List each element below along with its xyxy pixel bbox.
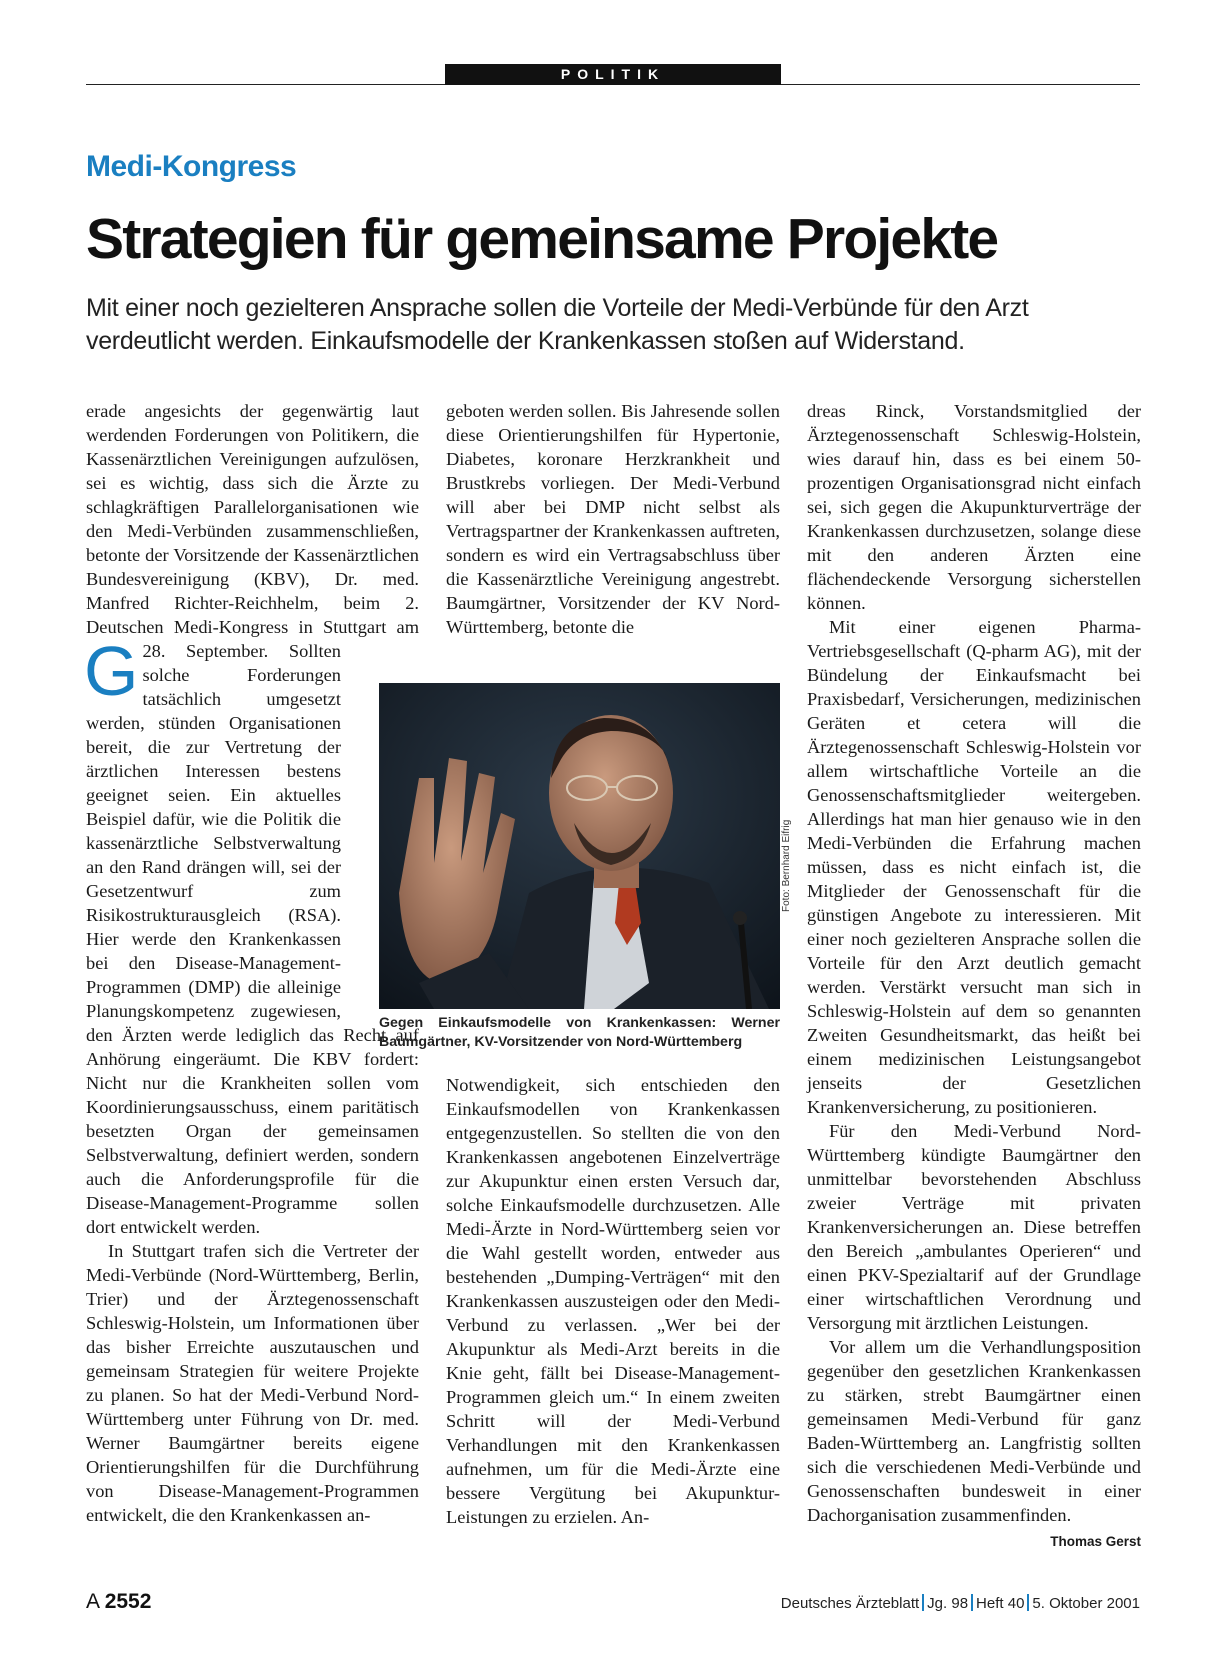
journal-volume: Jg. 98 (927, 1595, 969, 1612)
drop-cap: G (84, 632, 139, 710)
section-label: POLITIK (445, 64, 781, 85)
paragraph-text: erade angesichts der gegenwärtig laut werdenden Forderungen von Politikern, die Kassenärztlichen Vereinigungen aufzulösen, sei es wichtig, dass sich die Ärzte zu schlagkräftigen Parallelorganisationen wie den Medi-Verbünden zusammenschließen, betonte der Vorsitzende der Kassenärztlichen Bundesvereinigung (KBV), Dr. med. Manfred Richter-Reichhelm, beim 2. Deutschen Medi-Kongress in Stuttgart am 28. September. Sollten solche Forderungen tatsächlich umgesetzt werden, stünden Organisationen bereit, die zur Vertretung der ärztlichen Interessen bestens geeignet seien. Ein aktuelles Beispiel dafür, wie die Politik die kassenärztliche Selbstverwaltung an den Rand drängen will, sei der Gesetzentwurf zum Risikostrukturausgleich (RSA). Hier werde den Krankenkassen bei den Disease-Management-Programmen (DMP) die alleinige Planungskompetenz zugewiesen, den Ärzten werde lediglich das Recht auf Anhörung eingeräumt. Die KBV fordert: Nicht nur die Krankheiten sollen vom Koordinierungsausschuss, einem paritätisch besetzten Organ der gemeinsamen Selbstverwaltung, definiert werden, sondern auch die Anforderungsprofile für die Disease-Management-Programme sollen dort entwickelt werden. (86, 401, 419, 1237)
paragraph: geboten werden sollen. Bis Jahresende sollen diese Orientierungshilfen für Hypertonie, Diabetes, koronare Herzkrankheit und Brustkrebs vorliegen. Der Medi-Verbund will aber bei DMP nicht selbst als Vertragspartner der Krankenkassen auftreten, sondern es wird ein Vertragsabschluss über die Kassenärztliche Vereinigung angestrebt. Baumgärtner, Vorsitzender der KV Nord-Württemberg, betonte die (446, 401, 780, 637)
paragraph (807, 1335, 1141, 1549)
paragraph: Für den Medi-Verbund Nord-Württemberg kündigte Baumgärtner den unmittelbar bevorstehenden Abschluss zweier Verträge mit privaten Krankenversicherungen an. Diese betreffen den Bereich „ambulantes Operieren“ und einen PKV-Spezialtarif auf der Grundlage einer wirtschaftlichen Verordnung und Versorgung mit ärztlichen Leistungen. (807, 1121, 1141, 1333)
photo-credit: Foto: Bernhard Eifrig (781, 819, 792, 912)
author-name: Thomas Gerst (1050, 1534, 1141, 1549)
page-number (86, 1590, 151, 1614)
article-kicker: Medi-Kongress (86, 150, 297, 183)
article-column-1 (86, 399, 419, 1527)
separator (1027, 1594, 1029, 1611)
article-column-2-top (446, 399, 780, 639)
paragraph: dreas Rinck, Vorstandsmitglied der Ärztegenossenschaft Schleswig-Holstein, wies darauf hin, dass es bei einem 50-prozentigen Organisationsgrad nicht einfach sei, sich gegen die Akupunkturverträge der Krankenkassen durchzusetzen, solange diese mit den anderen Ärzten eine flächendeckende Versorgung sicherstellen können. (807, 401, 1141, 613)
separator (922, 1594, 924, 1611)
page-prefix: A (86, 1590, 99, 1613)
separator (971, 1594, 973, 1611)
journal-name: Deutsches Ärzteblatt (780, 1595, 920, 1612)
article-headline: Strategien für gemeinsame Projekte (86, 207, 998, 271)
journal-date: 5. Oktober 2001 (1032, 1595, 1140, 1612)
article-column-2-bottom (446, 1073, 780, 1529)
paragraph: Notwendigkeit, sich entschieden den Einkaufsmodellen von Krankenkassen entgegenzustellen. So stellten die von den Krankenkassen angebotenen Einzelverträge zur Akupunktur einen ersten Versuch dar, solche Einkaufsmodelle durchzusetzen. Alle Medi-Ärzte in Nord-Württemberg seien vor die Wahl gestellt worden, entweder aus bestehenden „Dumping-Verträgen“ mit den Krankenkassen auszusteigen oder den Medi-Verbund zu verlassen. „Wer bei der Akupunktur als Medi-Arzt bereits in die Knie geht, fällt bei Disease-Management-Programmen gleich um.“ In einem zweiten Schritt will der Medi-Verbund Verhandlungen mit den Krankenkassen aufnehmen, um für die Medi-Ärzte eine bessere Vergütung bei Akupunktur-Leistungen zu erzielen. An- (446, 1075, 780, 1527)
page-number-value: 2552 (104, 1590, 152, 1613)
paragraph-text: Vor allem um die Verhandlungsposition gegenüber den gesetzlichen Krankenkassen zu stärken, strebt Baumgärtner einen gemeinsamen Medi-Verbund für ganz Baden-Württemberg an. Langfristig sollten sich die verschiedenen Medi-Verbünde und Genossenschaften bundesweit in einer Dachorganisation zusammenfinden. (807, 1337, 1141, 1525)
article-column-3 (807, 399, 1141, 1554)
journal-issue: Heft 40 (976, 1595, 1025, 1612)
portrait-photo (379, 683, 780, 1009)
paragraph: In Stuttgart trafen sich die Vertreter der Medi-Verbünde (Nord-Württemberg, Berlin, Trier) und der Ärztegenossenschaft Schleswig-Holstein, um Informationen über das bisher Erreichte auszutauschen und gemeinsam Strategien für weitere Projekte zu planen. So hat der Medi-Verbund Nord-Württemberg unter Führung von Dr. med. Werner Baumgärtner bereits eigene Orientierungshilfen für die Durchführung von Disease-Management-Programmen entwickelt, die den Krankenkassen an- (86, 1241, 419, 1525)
article-lead: Mit einer noch gezielteren Ansprache sollen die Vorteile der Medi-Verbünde für den Arzt verdeutlicht werden. Einkaufsmodelle der Krankenkassen stoßen auf Widerstand. (86, 294, 1029, 355)
paragraph: Mit einer eigenen Pharma-Vertriebsgesellschaft (Q-pharm AG), mit der Bündelung der Einkaufsmacht bei Praxisbedarf, Versicherungen, medizinischen Geräten et cetera will die Ärztegenossenschaft Schleswig-Holstein vor allem wirtschaftliche Vorteile an die Genossenschaftsmitglieder weitergeben. Allerdings hat man hier genauso wie in den Medi-Verbünden die Erfahrung machen müssen, dass es nicht einfach ist, die Mitglieder der Genossenschaft für die günstigen Angebote zu interessieren. Mit einer noch gezielteren Ansprache sollen die Vorteile für den Arzt deutlich gemacht werden. Verstärkt versucht man sich in Schleswig-Holstein auf dem so genannten Zweiten Gesundheitsmarkt, das heißt bei einem medizinischen Leistungsangebot jenseits der Gesetzlichen Krankenversicherung, zu positionieren. (807, 617, 1141, 1117)
photo-caption: Gegen Einkaufsmodelle von Krankenkassen: Werner Baumgärtner, KV-Vorsitzender von Nord-Württemberg (379, 1015, 780, 1050)
portrait-illustration (379, 683, 780, 1009)
journal-info (781, 1594, 1140, 1612)
